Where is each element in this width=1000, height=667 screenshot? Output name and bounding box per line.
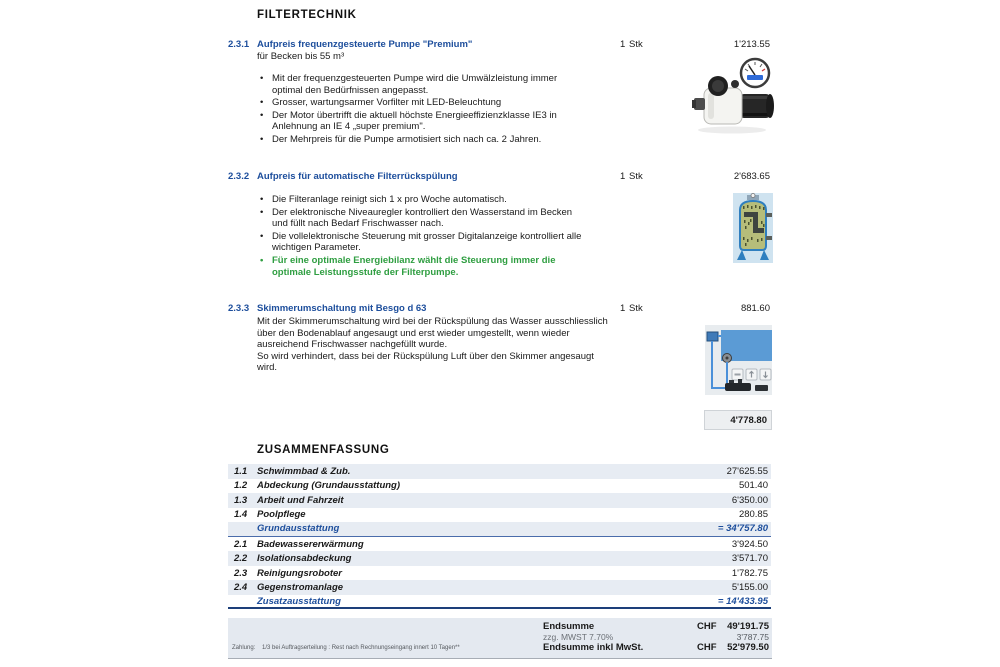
bullet: • Der Motor übertrifft die aktuell höchste Energieeffizienzklasse IE3 in Anlehnung an IE 4 „super premium". (257, 110, 585, 133)
bullet: • Mit der frequenzgesteuerten Pumpe wird die Umwälzleistung immer optimal den Bedürfnissen angepasst. (257, 73, 585, 96)
table-row (228, 493, 771, 508)
paragraph: So wird verhindert, dass bei der Rückspülung Luft über den Skimmer angesaugt wird. (257, 350, 594, 374)
table-row (228, 537, 771, 552)
table-row (228, 580, 771, 595)
row-value: = 14'433.95 (717, 595, 768, 607)
item-title: Aufpreis frequenzgesteuerte Pumpe "Premium" (257, 39, 473, 50)
row-number: 2.1 (234, 538, 248, 550)
row-value: 3'571.70 (731, 553, 768, 565)
item-quantity: 1 (620, 303, 626, 314)
section-subtotal-box (704, 410, 772, 430)
summary-table (228, 464, 771, 609)
mwst-value: 3'787.75 (736, 632, 769, 642)
row-number: 2.4 (234, 582, 248, 594)
item-description (257, 316, 613, 374)
row-label: Arbeit und Fahrzeit (257, 494, 344, 506)
payment-terms: 1/3 bei Auftragserteilung : Rest nach Rechnungseingang innert 10 Tagen** (262, 645, 460, 651)
backwash-schematic-illustration (705, 325, 772, 395)
row-value: 1'782.75 (731, 567, 768, 579)
bullet-highlighted: • Für eine optimale Energiebilanz wählt die Steuerung immer die optimale Leistungsstufe der Filterpumpe. (257, 255, 585, 278)
bullet: • Der Mehrpreis für die Pumpe armotisiert sich nach ca. 2 Jahren. (257, 134, 585, 146)
item-unit: Stk (629, 39, 643, 50)
row-label: Zusatzausstattung (257, 595, 341, 607)
bullet: • Die vollelektronische Steuerung mit grosser Digitalanzeige kontrolliert alle wichtigen Parameter. (257, 231, 585, 254)
item-subtitle: für Becken bis 55 m³ (257, 51, 345, 62)
item-bullet-list (257, 194, 585, 278)
payment-label: Zahlung: (232, 645, 256, 651)
bullet: • Die Filteranlage reinigt sich 1 x pro Woche automatisch. (257, 194, 585, 206)
item-number: 2.3.1 (228, 39, 250, 50)
row-value: 280.85 (738, 509, 768, 521)
row-label: Badewassererwärmung (257, 538, 364, 550)
summary-title: ZUSAMMENFASSUNG (257, 444, 390, 456)
item-bullet-list (257, 73, 585, 146)
item-number: 2.3.3 (228, 303, 250, 314)
item-quantity: 1 (620, 39, 626, 50)
row-value: 6'350.00 (731, 494, 768, 506)
row-label: Abdeckung (Grundausstattung) (257, 480, 401, 492)
row-number: 1.1 (234, 465, 248, 477)
row-number: 2.2 (234, 553, 248, 565)
endsumme-incl-label: Endsumme inkl MwSt. (543, 642, 644, 653)
row-label: Reinigungsroboter (257, 567, 342, 579)
table-row (228, 479, 771, 494)
currency-label: CHF (697, 642, 717, 653)
row-label: Gegenstromanlage (257, 582, 344, 594)
table-row (228, 566, 771, 581)
item-quantity: 1 (620, 171, 626, 182)
line-item-2-3-2 (228, 171, 773, 279)
endsumme-value: 49'191.75 (727, 621, 769, 632)
row-number: 2.3 (234, 567, 248, 579)
table-row-subtotal-zusatzausstattung (228, 595, 771, 610)
item-price: 1'213.55 (733, 39, 770, 50)
bullet: • Grosser, wartungsarmer Vorfilter mit LED-Beleuchtung (257, 97, 585, 109)
currency-label: CHF (697, 621, 717, 632)
page-title: FILTERTECHNIK (257, 9, 357, 21)
sand-filter-illustration (733, 193, 773, 263)
item-title: Aufpreis für automatische Filterrückspülung (257, 171, 458, 182)
row-value: 3'924.50 (731, 538, 768, 550)
row-value: 27'625.55 (726, 465, 768, 477)
grand-total-panel (228, 618, 772, 659)
row-label: Isolationsabdeckung (257, 553, 352, 565)
item-unit: Stk (629, 303, 643, 314)
table-row (228, 551, 771, 566)
table-row (228, 464, 771, 479)
endsumme-label: Endsumme (543, 621, 595, 632)
table-row-subtotal-grundausstattung (228, 522, 771, 537)
row-number: 1.3 (234, 494, 248, 506)
item-number: 2.3.2 (228, 171, 250, 182)
item-unit: Stk (629, 171, 643, 182)
row-number: 1.2 (234, 480, 248, 492)
pool-pump-product-photo (692, 56, 776, 136)
table-row (228, 508, 771, 523)
row-number: 1.4 (234, 509, 248, 521)
row-value: = 34'757.80 (717, 523, 768, 535)
bullet: • Der elektronische Niveauregler kontrolliert den Wasserstand im Becken und füllt nach Bedarf Frischwasser nach. (257, 207, 585, 230)
mwst-label: zzg. MWST 7.70% (543, 632, 614, 642)
row-label: Poolpflege (257, 509, 306, 521)
row-value: 501.40 (738, 480, 768, 492)
row-label: Schwimmbad & Zub. (257, 465, 351, 477)
item-price: 881.60 (740, 303, 770, 314)
section-subtotal-value: 4'778.80 (730, 414, 767, 426)
line-item-2-3-3 (228, 303, 773, 374)
row-label: Grundausstattung (257, 523, 340, 535)
row-value: 5'155.00 (731, 582, 768, 594)
endsumme-incl-value: 52'979.50 (727, 642, 769, 653)
item-title: Skimmerumschaltung mit Besgo d 63 (257, 303, 427, 314)
item-price: 2'683.65 (733, 171, 770, 182)
paragraph: Mit der Skimmerumschaltung wird bei der Rückspülung das Wasser ausschliesslich über den Bodenablauf angesaugt und erst wieder umgestellt, wenn wieder ausreichend Frischwasser nachgefüllt wurde. (257, 316, 608, 351)
